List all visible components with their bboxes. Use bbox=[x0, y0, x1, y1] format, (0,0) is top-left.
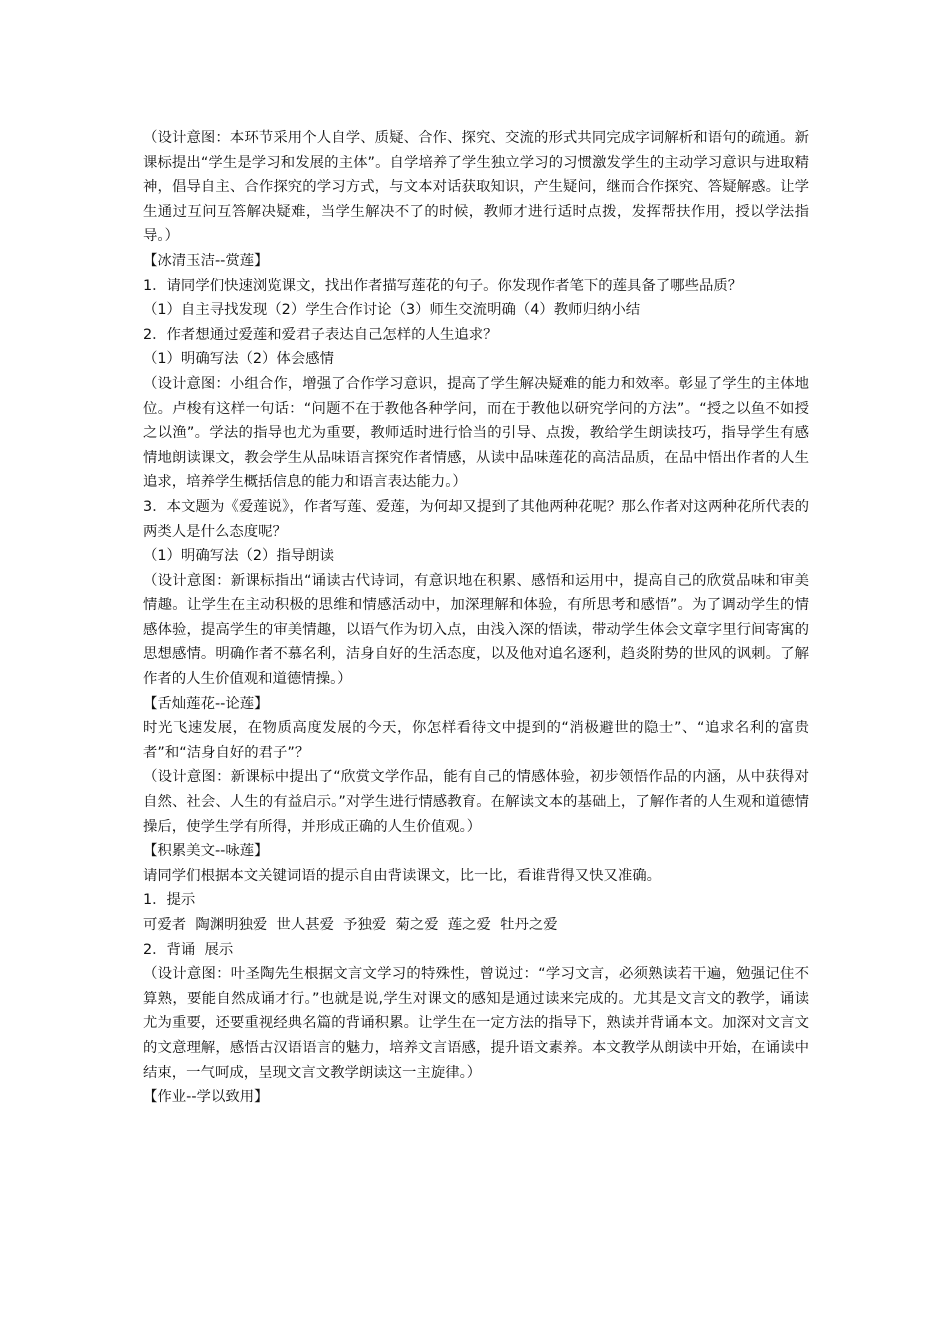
section-heading-recite: 【积累美文--咏莲】 bbox=[143, 843, 269, 860]
document-body bbox=[143, 126, 809, 1110]
section-heading-homework: 【作业--学以致用】 bbox=[143, 1089, 269, 1106]
design-intent-paragraph: （设计意图：新课标中提出了“欣赏文学作品，能有自己的情感体验，初步领悟作品的内涵，从中获得对自然、社会、人生的有益启示。”对学生进行情感教育。在解读文本的基础上，了解作者的人生观和道德情操后，使学生学有所得，并形成正确的人生价值观。） bbox=[143, 769, 809, 835]
section-heading-discuss: 【舌灿莲花--论莲】 bbox=[143, 695, 269, 712]
question-1: 1．请同学们快速浏览课文，找出作者描写莲花的句子。你发现作者笔下的莲具备了哪些品质？ bbox=[143, 277, 743, 294]
design-intent-paragraph: （设计意图：新课标指出“诵读古代诗词，有意识地在积累、感悟和运用中，提高自己的欣赏品味和审美情趣。让学生在主动积极的思维和情感活动中，加深理解和体验，有所思考和感悟”。为了调动学生的情感体验，提高学生的审美情趣，以语气作为切入点，由浅入深的悟读，带动学生体会文章字里行间寄寓的思想感情。明确作者不慕名利，洁身自好的生活态度，以及他对追名逐利，趋炎附势的世风的讽刺。了解作者的人生价值观和道德情操。） bbox=[143, 572, 809, 688]
design-intent-paragraph: （设计意图：本环节采用个人自学、质疑、合作、探究、交流的形式共同完成字词解析和语句的疏通。新课标提出“学生是学习和发展的主体”。自学培养了学生独立学习的习惯激发学生的主动学习意识与进取精神，倡导自主、合作探究的学习方式，与文本对话获取知识，产生疑问，继而合作探究、答疑解惑。让学生通过互问互答解决疑难，当学生解决不了的时候，教师才进行适时点拨，发挥帮扶作用，授以学法指导。） bbox=[143, 130, 809, 245]
question-3: 3．本文题为《爱莲说》，作者写莲、爱莲，为何却又提到了其他两种花呢？那么作者对这两种花所代表的两类人是什么态度呢？ bbox=[143, 498, 809, 540]
question-2: 2．作者想通过爱莲和爱君子表达自己怎样的人生追求？ bbox=[143, 326, 498, 343]
design-intent-paragraph: （设计意图：小组合作，增强了合作学习意识，提高了学生解决疑难的能力和效率。彰显了学生的主体地位。卢梭有这样一句话：“问题不在于教他各种学问，而在于教他以研究学问的方法”。“授之以鱼不如授之以渔”。学法的指导也尤为重要，教师适时进行恰当的引导、点拨，教给学生朗读技巧，指导学生有感情地朗读课文，教会学生从品味语言探究作者情感，从读中品味莲花的高洁品质，在品中悟出作者的人生追求，培养学生概括信息的能力和语言表达能力。） bbox=[143, 375, 809, 491]
discussion-question: 时光飞速发展，在物质高度发展的今天，你怎样看待文中提到的“消极避世的隐士”、“追求名利的富贵者”和“洁身自好的君子”？ bbox=[143, 720, 809, 761]
steps-2: （1）明确写法（2）体会感情 bbox=[143, 351, 334, 368]
recite-label: 2．背诵 展示 bbox=[143, 941, 234, 958]
section-heading-appreciate: 【冰清玉洁--赏莲】 bbox=[143, 252, 269, 269]
design-intent-paragraph: （设计意图：叶圣陶先生根据文言文学习的特殊性，曾说过：“学习文言，必须熟读若干遍，勉强记住不算熟，要能自然成诵才行。”也就是说,学生对课文的感知是通过读来完成的。尤其是文言文的教学，诵读尤为重要，还要重视经典名篇的背诵积累。让学生在一定方法的指导下，熟读并背诵本文。加深对文言文的文意理解，感悟古汉语语言的魅力，培养文言语感，提升语文素养。本文教学从朗读中开始，在诵读中结束，一气呵成，呈现文言文教学朗读这一主旋律。） bbox=[143, 966, 809, 1081]
recite-instruction: 请同学们根据本文关键词语的提示自由背读课文，比一比，看谁背得又快又准确。 bbox=[143, 867, 662, 884]
hint-label: 1．提示 bbox=[143, 892, 196, 909]
steps-3: （1）明确写法（2）指导朗读 bbox=[143, 548, 334, 565]
steps-1: （1）自主寻找发现（2）学生合作讨论（3）师生交流明确（4）教师归纳小结 bbox=[143, 302, 641, 319]
hint-words: 可爱者 陶渊明独爱 世人甚爱 予独爱 菊之爱 莲之爱 牡丹之爱 bbox=[143, 917, 558, 933]
